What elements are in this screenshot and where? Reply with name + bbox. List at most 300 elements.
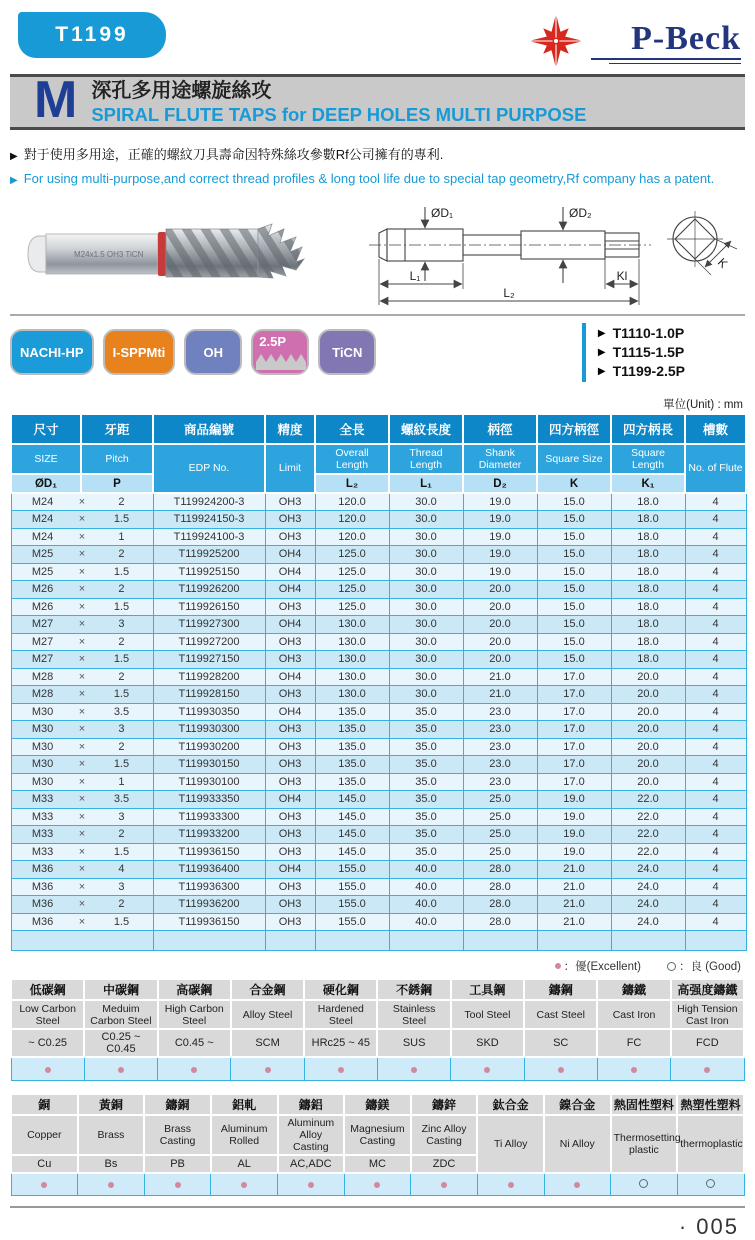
cell-d2: 20.0 [463,581,537,599]
material-code: AL [211,1155,278,1173]
cell-d2: 20.0 [463,598,537,616]
cell-limit: OH3 [265,913,315,931]
bullet-triangle-icon: ▶ [597,346,606,358]
cell-limit: OH3 [265,826,315,844]
spec-table-container [10,415,745,951]
cell-d2: 28.0 [463,913,537,931]
material-code: ZDC [411,1155,478,1173]
pitch-value: 1.5 [113,653,130,666]
material-rating-row [11,1173,744,1196]
material-code: SCM [231,1029,304,1057]
table-row [11,896,746,914]
multiply-sign: × [78,828,86,841]
cell-k1: 22.0 [611,843,685,861]
cell-k1: 20.0 [611,738,685,756]
material-rating [158,1057,231,1080]
cell-l1: 35.0 [389,738,463,756]
cell-l2: 145.0 [315,808,389,826]
cell-k: 15.0 [537,651,611,669]
multiply-sign: × [78,845,86,858]
cell-edp: T119930150 [153,756,265,774]
material-code: C0.25 ~ C0.45 [84,1029,157,1057]
excellent-symbol-icon [308,1182,314,1188]
pitch-value: 2 [118,583,125,596]
column-header-zh: 牙距 [81,415,153,444]
multiply-sign: × [78,496,86,508]
material-rating [677,1173,744,1196]
dim-label-kl: Kl [616,269,628,283]
cell-limit: OH3 [265,651,315,669]
multiply-sign: × [78,775,86,788]
cell-k: 15.0 [537,633,611,651]
brand-logo [527,12,741,70]
material-name-en: Ti Alloy [477,1115,544,1173]
multiply-sign: × [78,915,86,928]
cell-flutes: 4 [685,581,746,599]
cell-size-pitch [11,721,153,739]
cell-flutes: 4 [685,686,746,704]
material-code: C0.45 ~ [158,1029,231,1057]
cell-l2: 130.0 [315,668,389,686]
material-name-en: Cast Steel [524,1000,597,1029]
thread-profile-icon [256,352,306,370]
cell-l1: 35.0 [389,756,463,774]
cell-k: 21.0 [537,913,611,931]
cell-edp: T119927200 [153,633,265,651]
notes [10,144,745,192]
material-code: ~ C0.25 [11,1029,84,1057]
note-zh [10,144,745,168]
material-rating [477,1173,544,1196]
cell-l1: 30.0 [389,581,463,599]
material-code: Bs [78,1155,145,1173]
cell-flutes: 4 [685,703,746,721]
cell-k: 15.0 [537,563,611,581]
related-accent-bar [582,323,586,382]
cell-limit: OH4 [265,581,315,599]
material-name-zh-row [11,1094,744,1115]
pitch-value: 2 [118,898,125,911]
cell-k1: 18.0 [611,633,685,651]
multiply-sign: × [78,530,86,543]
excellent-symbol-icon [241,1182,247,1188]
material-name-zh: 鋁軋 [211,1094,278,1115]
column-header-en: Pitch [81,444,153,474]
material-table [10,978,745,1081]
material-name-en: Thermosetting plastic [611,1115,678,1173]
material-rating-row [11,1057,744,1080]
cell-l1: 40.0 [389,896,463,914]
cell-flutes: 4 [685,808,746,826]
cell-d2: 20.0 [463,633,537,651]
material-name-en: thermoplastic [677,1115,744,1173]
cell-flutes: 4 [685,493,746,511]
pitch-value: 2 [118,496,125,508]
cell-size-pitch [11,791,153,809]
cell-flutes: 4 [685,721,746,739]
pitch-value: 1.5 [113,758,130,771]
table-row [11,843,746,861]
cell-l2: 155.0 [315,861,389,879]
badge-label: 2.5P [259,334,287,349]
cell-k1: 18.0 [611,598,685,616]
badge-ticn [318,329,376,375]
material-name-zh: 鈦合金 [477,1094,544,1115]
column-header-en: Limit [265,444,315,493]
cell-l1: 30.0 [389,528,463,546]
cell-edp: T119925200 [153,546,265,564]
table-row [11,563,746,581]
tap-technical-drawing [365,193,745,311]
table-row [11,581,746,599]
cell-k1: 18.0 [611,493,685,511]
cell-edp: T119928200 [153,668,265,686]
cell-l2: 135.0 [315,721,389,739]
spec-header-zh-row [11,415,746,444]
cell-l2: 120.0 [315,528,389,546]
material-name-zh-row [11,979,744,1000]
multiply-sign: × [78,793,86,806]
cell-d2: 25.0 [463,826,537,844]
cell-l1: 35.0 [389,826,463,844]
material-rating [11,1057,84,1080]
material-name-zh: 鑄銅 [144,1094,211,1115]
cell-flutes: 4 [685,791,746,809]
material-name-en: Alloy Steel [231,1000,304,1029]
cell-l1: 30.0 [389,651,463,669]
cell-edp: T119930100 [153,773,265,791]
material-table-nonferrous [10,1093,745,1197]
cell-k1: 20.0 [611,668,685,686]
material-rating [211,1173,278,1196]
material-name-zh: 高强度鑄鐵 [671,979,744,1000]
material-name-en-row [11,1115,744,1155]
multiply-sign: × [78,863,86,876]
cell-k: 15.0 [537,581,611,599]
pitch-value: 1.5 [113,915,130,928]
feature-badges [10,329,376,375]
size-value: M26 [31,600,54,613]
cell-limit: OH3 [265,896,315,914]
cell-l1: 30.0 [389,686,463,704]
cell-d2: 19.0 [463,511,537,529]
pitch-value: 3 [118,810,125,823]
cell-flutes: 4 [685,668,746,686]
size-value: M25 [31,565,54,578]
cell-edp: T119936150 [153,913,265,931]
legend-good [667,958,741,974]
cell-size-pitch [11,633,153,651]
material-name-zh: 鑄鎂 [344,1094,411,1115]
pitch-value: 3 [118,880,125,893]
cell-flutes: 4 [685,616,746,634]
pitch-value: 3.5 [113,705,130,718]
cell-edp: T119924200-3 [153,493,265,511]
cell-k: 15.0 [537,616,611,634]
material-name-zh: 鎳合金 [544,1094,611,1115]
excellent-symbol-icon [191,1067,197,1073]
column-header-en: No. of Flute [685,444,746,493]
column-header-en: Overall Length [315,444,389,474]
cell-limit: OH3 [265,598,315,616]
related-models [582,323,685,382]
multiply-sign: × [78,600,86,613]
dim-label-d1: ØD₁ [431,206,454,220]
cell-size-pitch [11,581,153,599]
material-code: FCD [671,1029,744,1057]
pitch-value: 3 [118,618,125,631]
excellent-symbol-icon [374,1182,380,1188]
multiply-sign: × [78,740,86,753]
badge-2-5p [251,329,309,375]
size-value: M33 [31,793,54,806]
material-rating [84,1057,157,1080]
cell-k1: 24.0 [611,896,685,914]
cell-flutes: 4 [685,598,746,616]
size-value: M25 [31,548,54,561]
cell-flutes: 4 [685,738,746,756]
material-code: HRc25 ~ 45 [304,1029,377,1057]
material-name-en: Magnesium Casting [344,1115,411,1155]
column-header-en: SIZE [11,444,81,474]
cell-d2: 19.0 [463,546,537,564]
material-rating [278,1173,345,1196]
size-value: M36 [31,863,54,876]
brand-underline [591,58,741,60]
cell-size-pitch [11,773,153,791]
related-model-item [598,343,685,362]
cell-size-pitch [11,668,153,686]
table-row [11,511,746,529]
compass-star-icon [527,12,585,70]
cell-l2: 145.0 [315,843,389,861]
size-value: M24 [31,530,54,543]
size-value: M36 [31,880,54,893]
cell-edp: T119936200 [153,896,265,914]
cell-k: 17.0 [537,668,611,686]
material-rating [411,1173,478,1196]
material-code: SUS [377,1029,450,1057]
table-row [11,546,746,564]
dim-label-k: K [714,255,731,271]
table-row [11,773,746,791]
cell-d2: 28.0 [463,878,537,896]
cell-edp: T119928150 [153,686,265,704]
cell-flutes: 4 [685,651,746,669]
material-name-zh: 熱固性塑料 [611,1094,678,1115]
excellent-symbol-icon [265,1067,271,1073]
svg-text:M24x1.5 OH3 TiCN: M24x1.5 OH3 TiCN [74,250,144,259]
table-row [11,528,746,546]
cell-k: 21.0 [537,896,611,914]
cell-limit: OH3 [265,843,315,861]
badge-oh [184,329,242,375]
cell-edp: T119936150 [153,843,265,861]
pitch-value: 1.5 [113,600,130,613]
multiply-sign: × [78,618,86,631]
cell-limit: OH4 [265,703,315,721]
good-symbol-icon [667,962,676,971]
cell-l2: 130.0 [315,633,389,651]
cell-d2: 23.0 [463,738,537,756]
material-name-en: Cast Iron [597,1000,670,1029]
pitch-value: 2 [118,828,125,841]
cell-k: 17.0 [537,703,611,721]
cell-d2: 23.0 [463,773,537,791]
cell-size-pitch [11,703,153,721]
cell-l1: 35.0 [389,808,463,826]
cell-size-pitch [11,528,153,546]
excellent-symbol-icon [441,1182,447,1188]
section-divider [10,314,745,316]
size-value: M28 [31,670,54,683]
column-header-symbol: ØD₁ [11,474,81,493]
dim-label-d2: ØD₂ [569,206,592,220]
excellent-symbol-icon [555,963,561,969]
cell-k1: 22.0 [611,826,685,844]
cell-size-pitch [11,598,153,616]
cell-edp: T119927300 [153,616,265,634]
cell-l2: 125.0 [315,581,389,599]
material-name-en: Low Carbon Steel [11,1000,84,1029]
tap-product-photo [10,196,365,308]
column-header-zh: 螺紋長度 [389,415,463,444]
cell-k: 15.0 [537,493,611,511]
cell-l2: 125.0 [315,563,389,581]
cell-k: 15.0 [537,528,611,546]
bullet-triangle-icon: ▶ [10,151,18,162]
material-rating [144,1173,211,1196]
material-rating [597,1057,670,1080]
cell-edp: T119930300 [153,721,265,739]
material-name-en: Brass [78,1115,145,1155]
cell-edp: T119930200 [153,738,265,756]
table-row [11,493,746,511]
cell-edp: T119933350 [153,791,265,809]
size-value: M30 [31,705,54,718]
table-row [11,808,746,826]
note-en [10,168,745,192]
cell-k: 19.0 [537,808,611,826]
cell-flutes: 4 [685,756,746,774]
related-model-label: T1115-1.5P [612,343,685,360]
cell-l1: 35.0 [389,843,463,861]
cell-limit: OH3 [265,721,315,739]
cell-l2: 130.0 [315,651,389,669]
cell-edp: T119926150 [153,598,265,616]
cell-d2: 25.0 [463,808,537,826]
table-row [11,598,746,616]
cell-size-pitch [11,493,153,511]
cell-l2: 125.0 [315,598,389,616]
table-row [11,791,746,809]
cell-flutes: 4 [685,913,746,931]
cell-k: 17.0 [537,686,611,704]
cell-k1: 24.0 [611,878,685,896]
cell-l1: 30.0 [389,493,463,511]
cell-size-pitch [11,686,153,704]
table-row [11,861,746,879]
cell-l2: 120.0 [315,511,389,529]
cell-edp: T119936300 [153,878,265,896]
cell-flutes: 4 [685,878,746,896]
column-header-symbol: L₁ [389,474,463,493]
multiply-sign: × [78,670,86,683]
size-value: M27 [31,653,54,666]
cell-d2: 25.0 [463,843,537,861]
material-code: Cu [11,1155,78,1173]
cell-l2: 135.0 [315,756,389,774]
cell-k1: 24.0 [611,913,685,931]
cell-limit: OH4 [265,861,315,879]
badge-row [10,321,745,383]
dim-label-l1: L₁ [409,269,421,283]
material-name-zh: 鑄鋁 [278,1094,345,1115]
material-name-zh: 中碳鋼 [84,979,157,1000]
cell-flutes: 4 [685,511,746,529]
cell-k: 15.0 [537,598,611,616]
cell-d2: 19.0 [463,563,537,581]
multiply-sign: × [78,898,86,911]
cell-limit: OH3 [265,633,315,651]
cell-k: 15.0 [537,511,611,529]
material-name-en-row [11,1000,744,1029]
cell-size-pitch [11,861,153,879]
cell-flutes: 4 [685,826,746,844]
cell-k1: 20.0 [611,721,685,739]
multiply-sign: × [78,723,86,736]
size-value: M26 [31,583,54,596]
material-rating [544,1173,611,1196]
note-zh-text: 對于使用多用途，正確的螺紋刀具壽命因特殊絲攻參數Rf公司擁有的專利. [23,147,444,162]
multiply-sign: × [78,705,86,718]
material-name-en: High Carbon Steel [158,1000,231,1029]
pitch-value: 2 [118,740,125,753]
size-value: M30 [31,758,54,771]
material-name-zh: 高碳鋼 [158,979,231,1000]
material-rating [377,1057,450,1080]
size-value: M27 [31,635,54,648]
cell-limit: OH3 [265,528,315,546]
material-rating [451,1057,524,1080]
unit-note: 單位(Unit) : mm [663,399,743,411]
cell-l1: 40.0 [389,861,463,879]
cell-l2: 155.0 [315,878,389,896]
cell-l1: 35.0 [389,721,463,739]
multiply-sign: × [78,513,86,526]
cell-flutes: 4 [685,528,746,546]
material-name-en: Aluminum Rolled [211,1115,278,1155]
cell-k1: 20.0 [611,686,685,704]
material-name-zh: 低碳鋼 [11,979,84,1000]
cell-size-pitch [11,913,153,931]
material-name-zh: 工具鋼 [451,979,524,1000]
good-symbol-icon [639,1179,648,1188]
cell-l1: 30.0 [389,633,463,651]
cell-d2: 20.0 [463,616,537,634]
material-name-zh: 合金鋼 [231,979,304,1000]
cell-limit: OH3 [265,773,315,791]
pitch-value: 2 [118,548,125,561]
size-value: M30 [31,740,54,753]
material-rating [524,1057,597,1080]
cell-k: 19.0 [537,826,611,844]
pitch-value: 1.5 [113,688,130,701]
material-name-zh: 銅 [11,1094,78,1115]
table-row [11,616,746,634]
cell-edp: T119930350 [153,703,265,721]
cell-limit: OH4 [265,616,315,634]
